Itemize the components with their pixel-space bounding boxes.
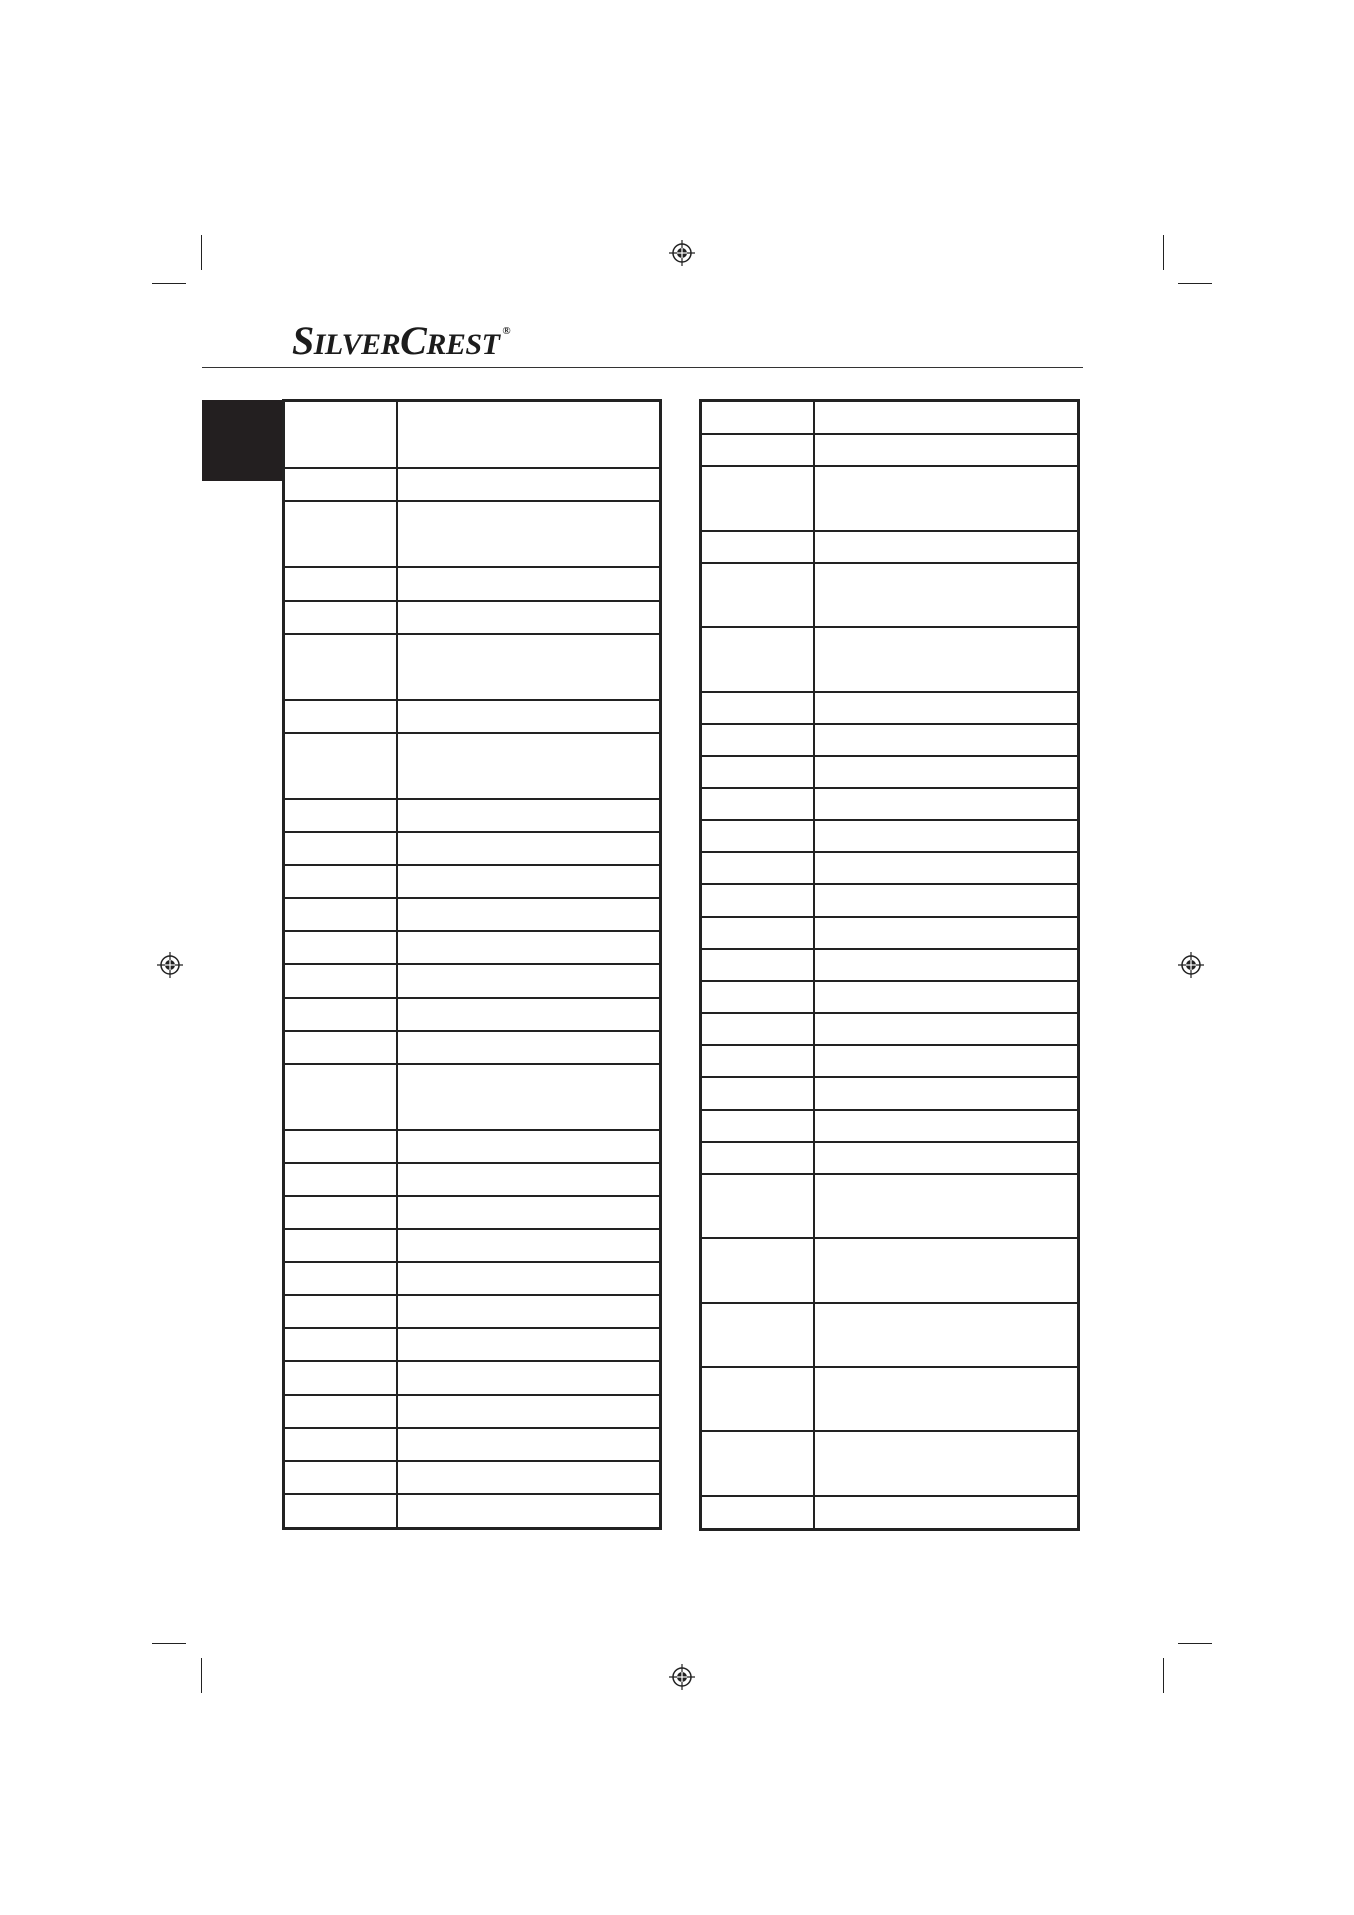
table-cell-label <box>702 563 814 627</box>
table-cell-label <box>285 799 397 832</box>
table-cell-label <box>702 1110 814 1142</box>
table-cell-label <box>285 1361 397 1394</box>
table-row <box>285 1130 659 1163</box>
table-cell-value <box>814 1238 1077 1302</box>
table-row <box>285 402 659 468</box>
table-cell-value <box>397 1428 659 1461</box>
crop-mark-top-right-horizontal <box>1178 283 1212 284</box>
table-cell-value <box>397 1196 659 1229</box>
table-cell-value <box>397 1361 659 1394</box>
table-cell-label <box>702 1142 814 1174</box>
table-cell-value <box>814 756 1077 788</box>
table-cell-label <box>702 1013 814 1045</box>
table-cell-value <box>397 1395 659 1428</box>
table-cell-label <box>285 601 397 634</box>
table-cell-value <box>397 1295 659 1328</box>
table-cell-label <box>285 733 397 799</box>
table-cell-value <box>397 1328 659 1361</box>
table-cell-label <box>702 981 814 1013</box>
table-cell-value <box>814 627 1077 691</box>
table-cell-label <box>285 1031 397 1064</box>
table-row <box>702 788 1077 820</box>
table-cell-value <box>397 501 659 567</box>
table-cell-label <box>285 1328 397 1361</box>
table-cell-value <box>397 1031 659 1064</box>
table-cell-label <box>285 1196 397 1229</box>
table-row <box>285 733 659 799</box>
table-row <box>285 1361 659 1394</box>
table-row <box>702 1013 1077 1045</box>
table-cell-label <box>702 820 814 852</box>
table-row <box>285 998 659 1031</box>
silvercrest-logo: SILVERCREST ® <box>292 318 511 363</box>
table-cell-value <box>814 531 1077 563</box>
table-cell-value <box>397 468 659 501</box>
table-cell-value <box>814 1142 1077 1174</box>
table-cell-value <box>397 931 659 964</box>
table-row <box>702 852 1077 884</box>
table-cell-label <box>285 964 397 997</box>
table-cell-value <box>814 1045 1077 1077</box>
table-cell-label <box>285 468 397 501</box>
table-row <box>702 820 1077 852</box>
table-row <box>285 865 659 898</box>
table-cell-label <box>285 634 397 700</box>
table-cell-label <box>702 1045 814 1077</box>
table-row <box>702 402 1077 434</box>
table-cell-value <box>814 981 1077 1013</box>
table-cell-value <box>814 466 1077 530</box>
table-row <box>702 949 1077 981</box>
table-row <box>285 468 659 501</box>
crop-mark-bottom-left-horizontal <box>152 1643 186 1644</box>
table-cell-value <box>397 402 659 468</box>
table-cell-label <box>702 627 814 691</box>
table-cell-value <box>397 733 659 799</box>
table-cell-label <box>285 1262 397 1295</box>
table-cell-label <box>285 1461 397 1494</box>
table-cell-value <box>814 1077 1077 1109</box>
table-row <box>702 563 1077 627</box>
table-cell-label <box>285 402 397 468</box>
table-row <box>285 601 659 634</box>
registration-mark-bottom-icon <box>669 1664 695 1690</box>
table-row <box>702 1045 1077 1077</box>
table-cell-value <box>397 700 659 733</box>
table-cell-label <box>702 1174 814 1238</box>
table-row <box>285 1461 659 1494</box>
table-cell-label <box>702 1496 814 1528</box>
header-rule <box>202 367 1083 368</box>
table-cell-label <box>702 402 814 434</box>
table-cell-label <box>702 692 814 724</box>
table-row <box>702 917 1077 949</box>
table-cell-label <box>702 1431 814 1495</box>
table-row <box>285 1031 659 1064</box>
table-cell-label <box>285 1428 397 1461</box>
table-row <box>285 700 659 733</box>
registration-mark-left-icon <box>157 952 183 978</box>
table-cell-label <box>285 931 397 964</box>
table-row <box>285 501 659 567</box>
table-cell-label <box>702 756 814 788</box>
table-cell-value <box>814 402 1077 434</box>
table-cell-value <box>397 1130 659 1163</box>
table-row <box>702 1077 1077 1109</box>
table-row <box>702 1431 1077 1495</box>
table-cell-label <box>702 1367 814 1431</box>
table-cell-value <box>814 1496 1077 1528</box>
table-cell-label <box>702 724 814 756</box>
table-row <box>285 1262 659 1295</box>
table-row <box>702 531 1077 563</box>
table-cell-label <box>285 898 397 931</box>
table-cell-value <box>397 898 659 931</box>
table-cell-label <box>702 466 814 530</box>
table-row <box>702 1496 1077 1528</box>
table-cell-label <box>285 567 397 600</box>
table-cell-label <box>285 1395 397 1428</box>
table-cell-value <box>814 1303 1077 1367</box>
table-cell-value <box>397 964 659 997</box>
table-cell-value <box>814 434 1077 466</box>
table-cell-label <box>285 998 397 1031</box>
table-row <box>285 1428 659 1461</box>
table-cell-value <box>397 601 659 634</box>
table-row <box>702 756 1077 788</box>
table-cell-value <box>814 1013 1077 1045</box>
table-cell-label <box>285 700 397 733</box>
table-cell-value <box>814 724 1077 756</box>
table-cell-label <box>702 1077 814 1109</box>
table-cell-value <box>814 1110 1077 1142</box>
table-cell-value <box>397 799 659 832</box>
table-cell-label <box>285 865 397 898</box>
crop-mark-top-left-horizontal <box>152 283 186 284</box>
table-row <box>702 1238 1077 1302</box>
table-cell-label <box>702 1238 814 1302</box>
table-cell-value <box>397 1262 659 1295</box>
table-cell-value <box>814 820 1077 852</box>
table-row <box>702 434 1077 466</box>
right-table <box>699 399 1080 1531</box>
table-cell-value <box>397 1229 659 1262</box>
crop-mark-bottom-right-vertical <box>1163 1658 1164 1693</box>
table-cell-label <box>702 1303 814 1367</box>
table-row <box>285 799 659 832</box>
table-cell-value <box>397 634 659 700</box>
table-row <box>702 466 1077 530</box>
table-row <box>285 931 659 964</box>
table-row <box>702 692 1077 724</box>
crop-mark-bottom-right-horizontal <box>1178 1643 1212 1644</box>
table-row <box>285 1328 659 1361</box>
table-row <box>285 1064 659 1130</box>
table-cell-label <box>702 884 814 916</box>
table-row <box>285 1295 659 1328</box>
table-cell-label <box>702 531 814 563</box>
crop-mark-top-left-vertical <box>201 235 202 270</box>
table-cell-label <box>702 852 814 884</box>
table-cell-label <box>285 1064 397 1130</box>
table-row <box>285 567 659 600</box>
table-cell-value <box>814 884 1077 916</box>
table-cell-label <box>702 434 814 466</box>
table-cell-value <box>397 1494 659 1527</box>
table-cell-value <box>397 865 659 898</box>
table-row <box>285 1395 659 1428</box>
registration-mark-top-icon <box>669 240 695 266</box>
table-cell-label <box>702 917 814 949</box>
table-row <box>285 1196 659 1229</box>
table-cell-value <box>814 788 1077 820</box>
table-row <box>702 884 1077 916</box>
table-cell-value <box>814 852 1077 884</box>
table-row <box>702 1303 1077 1367</box>
table-row <box>702 1174 1077 1238</box>
table-row <box>285 1494 659 1527</box>
table-cell-value <box>397 1461 659 1494</box>
table-row <box>285 1163 659 1196</box>
table-row <box>285 634 659 700</box>
left-table <box>282 399 662 1530</box>
table-row <box>285 964 659 997</box>
table-row <box>702 1142 1077 1174</box>
table-cell-value <box>814 1174 1077 1238</box>
table-row <box>702 1367 1077 1431</box>
table-cell-value <box>397 832 659 865</box>
table-row <box>285 898 659 931</box>
registration-mark-right-icon <box>1178 952 1204 978</box>
table-cell-value <box>814 563 1077 627</box>
table-cell-label <box>285 1130 397 1163</box>
table-cell-value <box>814 949 1077 981</box>
table-row <box>702 724 1077 756</box>
table-cell-value <box>397 998 659 1031</box>
table-cell-value <box>814 692 1077 724</box>
table-row <box>285 832 659 865</box>
table-cell-value <box>814 1367 1077 1431</box>
table-cell-value <box>397 1163 659 1196</box>
language-tab-block <box>202 400 284 481</box>
table-cell-label <box>285 1494 397 1527</box>
table-cell-label <box>702 788 814 820</box>
table-row <box>702 1110 1077 1142</box>
table-cell-value <box>397 567 659 600</box>
table-row <box>702 981 1077 1013</box>
table-row <box>285 1229 659 1262</box>
table-cell-label <box>702 949 814 981</box>
table-cell-value <box>397 1064 659 1130</box>
table-cell-label <box>285 832 397 865</box>
table-cell-label <box>285 1229 397 1262</box>
table-cell-value <box>814 917 1077 949</box>
table-row <box>702 627 1077 691</box>
table-cell-label <box>285 1295 397 1328</box>
table-cell-label <box>285 1163 397 1196</box>
table-cell-label <box>285 501 397 567</box>
crop-mark-top-right-vertical <box>1163 235 1164 270</box>
table-cell-value <box>814 1431 1077 1495</box>
crop-mark-bottom-left-vertical <box>201 1658 202 1693</box>
